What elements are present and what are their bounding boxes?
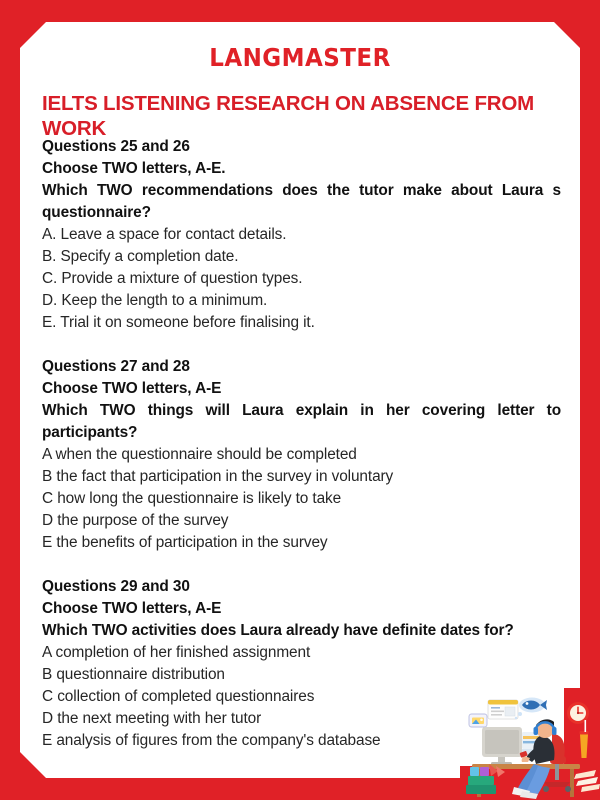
question-instruction: Choose TWO letters, A-E. — [42, 160, 226, 177]
option-item[interactable]: A. Leave a space for contact details. — [42, 226, 287, 243]
option-item[interactable]: D the next meeting with her tutor — [42, 710, 262, 727]
question-prompt: Which TWO recommendations does the tutor make about Laura s questionnaire? — [42, 182, 561, 221]
question-block-27-28 — [42, 356, 561, 554]
option-item[interactable]: B. Specify a completion date. — [42, 248, 239, 265]
question-heading: Questions 25 and 26 — [42, 138, 190, 155]
questions-container — [42, 136, 561, 752]
question-heading: Questions 27 and 28 — [42, 358, 190, 375]
scattered-papers — [574, 770, 600, 792]
question-prompt: Which TWO things will Laura explain in her covering letter to participants? — [42, 402, 561, 441]
option-list — [42, 224, 561, 334]
option-item[interactable]: E. Trial it on someone before finalising it. — [42, 314, 315, 331]
option-item[interactable]: B questionnaire distribution — [42, 666, 225, 683]
langmaster-logo: LANGMASTER — [209, 43, 391, 72]
option-item[interactable]: D the purpose of the survey — [42, 512, 229, 529]
option-item[interactable]: D. Keep the length to a minimum. — [42, 292, 268, 309]
question-block-29-30 — [42, 576, 561, 752]
option-item[interactable]: B the fact that participation in the survey in voluntary — [42, 468, 394, 485]
page-title: IELTS LISTENING RESEARCH ON ABSENCE FROM WORK — [42, 92, 534, 140]
question-instruction: Choose TWO letters, A-E — [42, 380, 222, 397]
option-item[interactable]: C collection of completed questionnaires — [42, 688, 315, 705]
option-item[interactable]: C. Provide a mixture of question types. — [42, 270, 303, 287]
option-item[interactable]: C how long the questionnaire is likely to take — [42, 490, 342, 507]
question-heading: Questions 29 and 30 — [42, 578, 190, 595]
question-instruction: Choose TWO letters, A-E — [42, 600, 222, 617]
option-item[interactable]: E analysis of figures from the company's database — [42, 732, 381, 749]
drink-cup — [580, 720, 589, 758]
option-item[interactable]: E the benefits of participation in the survey — [42, 534, 328, 551]
option-list — [42, 642, 561, 752]
option-item[interactable]: A completion of her finished assignment — [42, 644, 311, 661]
question-prompt: Which TWO activities does Laura already have definite dates for? — [42, 622, 514, 639]
option-list — [42, 444, 561, 554]
question-block-25-26 — [42, 136, 561, 334]
option-item[interactable]: A when the questionnaire should be completed — [42, 446, 357, 463]
